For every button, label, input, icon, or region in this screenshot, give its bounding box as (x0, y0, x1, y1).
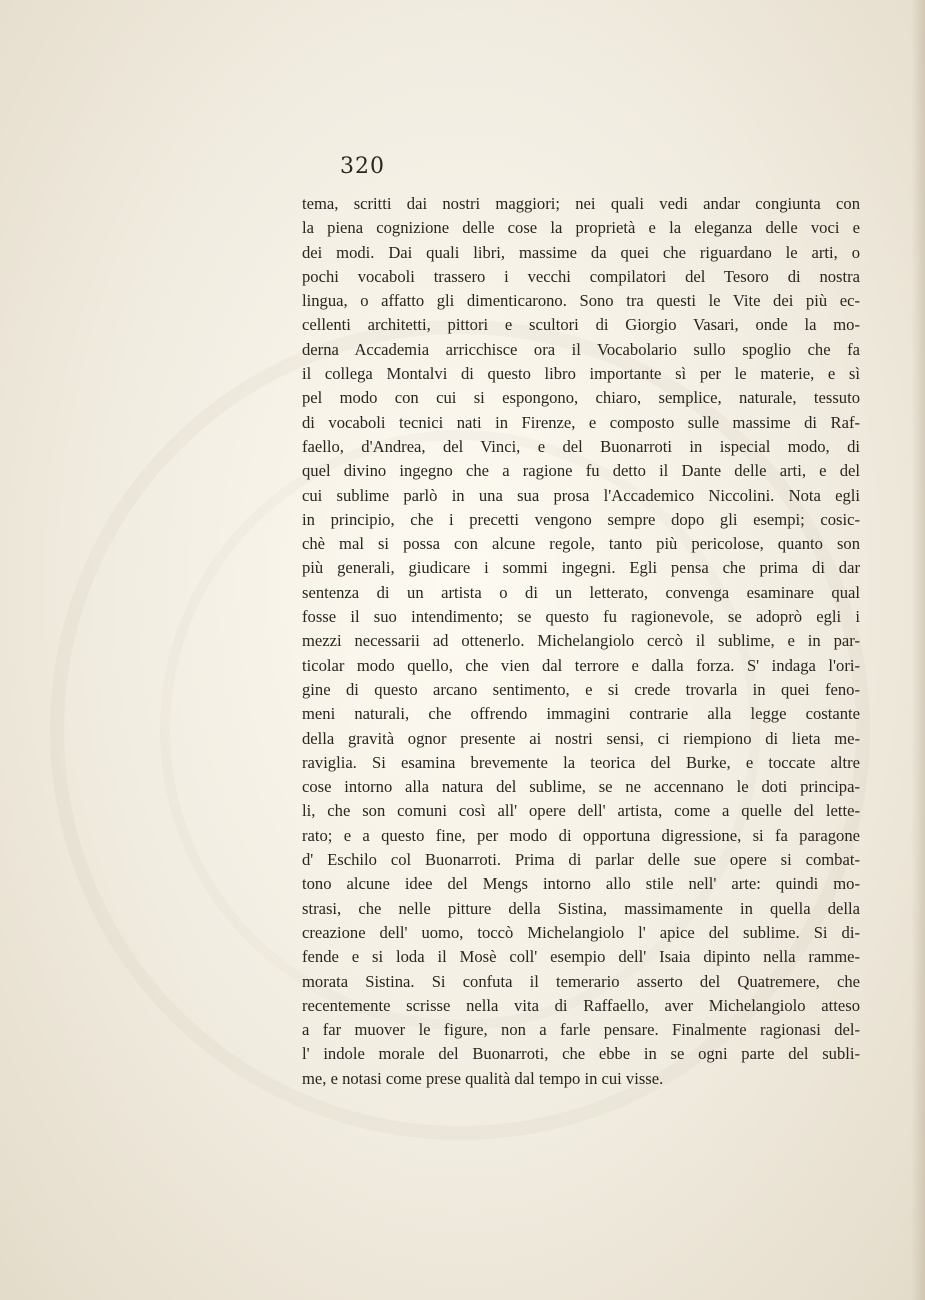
text-line: il collega Montalvi di questo libro importante sì per le materie, e sì (302, 364, 860, 384)
page-edge-shadow (911, 0, 925, 1300)
text-line: quel divino ingegno che a ragione fu detto il Dante delle arti, e del (302, 461, 860, 481)
text-line: ticolar modo quello, che vien dal terrore e dalla forza. S' indaga l'ori- (302, 655, 860, 675)
text-line: d' Eschilo col Buonarroti. Prima di parlar delle sue opere si combat- (302, 850, 860, 870)
text-line: gine di questo arcano sentimento, e si crede trovarla in quei feno- (302, 679, 860, 699)
text-line: morata Sistina. Si confuta il temerario asserto del Quatremere, che (302, 971, 860, 991)
text-line: mezzi necessarii ad ottenerlo. Michelangiolo cercò il sublime, e in par- (302, 631, 860, 651)
text-line: di vocaboli tecnici nati in Firenze, e composto sulle massime di Raf- (302, 412, 860, 432)
text-line: derna Accademia arricchisce ora il Vocabolario sullo spoglio che fa (302, 339, 860, 359)
body-text (302, 192, 860, 1091)
text-line: lingua, o affatto gli dimenticarono. Sono tra questi le Vite dei più ec- (302, 291, 860, 311)
text-line: faello, d'Andrea, del Vinci, e del Buonarroti in ispecial modo, di (302, 436, 860, 456)
text-line: tema, scritti dai nostri maggiori; nei quali vedi andar congiunta con (302, 194, 860, 213)
text-line: cose intorno alla natura del sublime, se ne accennano le doti principa- (302, 777, 860, 797)
text-line: dei modi. Dai quali libri, massime da quei che riguardano le arti, o (302, 242, 860, 262)
text-line: recentemente scrisse nella vita di Raffaello, aver Michelangiolo atteso (302, 995, 860, 1015)
text-line: rato; e a questo fine, per modo di opportuna digressione, si fa paragone (302, 825, 860, 845)
text-line: cui sublime parlò in una sua prosa l'Accademico Niccolini. Nota egli (302, 485, 860, 505)
text-line: chè mal si possa con alcune regole, tanto più pericolose, quanto son (302, 534, 860, 554)
text-line: cellenti architetti, pittori e scultori di Giorgio Vasari, onde la mo- (302, 315, 860, 335)
text-line: pel modo con cui si espongono, chiaro, semplice, naturale, tessuto (302, 388, 860, 408)
text-line: raviglia. Si esamina brevemente la teorica del Burke, e toccate altre (302, 752, 860, 772)
text-line: meni naturali, che offrendo immagini contrarie alla legge costante (302, 704, 860, 724)
text-line-last: me, e notasi come prese qualità dal tempo in cui visse. (302, 1068, 664, 1088)
text-line: creazione dell' uomo, toccò Michelangiolo l' apice del sublime. Si di- (302, 922, 860, 942)
text-line: fosse il suo intendimento; se questo fu ragionevole, se adoprò egli i (302, 607, 860, 627)
text-line: li, che son comuni così all' opere dell' artista, come a quelle del lette- (302, 801, 860, 821)
page-number: 320 (340, 154, 385, 179)
text-line: in principio, che i precetti vengono sempre dopo gli esempi; cosic- (302, 509, 860, 529)
text-line: più generali, giudicare i sommi ingegni. Egli pensa che prima di dar (302, 558, 860, 578)
text-line: sentenza di un artista o di un letterato, convenga esaminare qual (302, 582, 860, 602)
text-line: tono alcune idee del Mengs intorno allo stile nell' arte: quindi mo- (302, 874, 860, 894)
text-line: pochi vocaboli trassero i vecchi compilatori del Tesoro di nostra (302, 266, 860, 286)
text-line: a far muover le figure, non a farle pensare. Finalmente ragionasi del- (302, 1020, 860, 1040)
text-line: strasi, che nelle pitture della Sistina, massimamente in quella della (302, 898, 860, 918)
text-line: fende e si loda il Mosè coll' esempio dell' Isaia dipinto nella ramme- (302, 947, 860, 967)
text-line: l' indole morale del Buonarroti, che ebbe in se ogni parte del subli- (302, 1044, 860, 1064)
text-line: della gravità ognor presente ai nostri sensi, ci riempiono di lieta me- (302, 728, 860, 748)
text-line: la piena cognizione delle cose la proprietà e la eleganza delle voci e (302, 218, 860, 238)
